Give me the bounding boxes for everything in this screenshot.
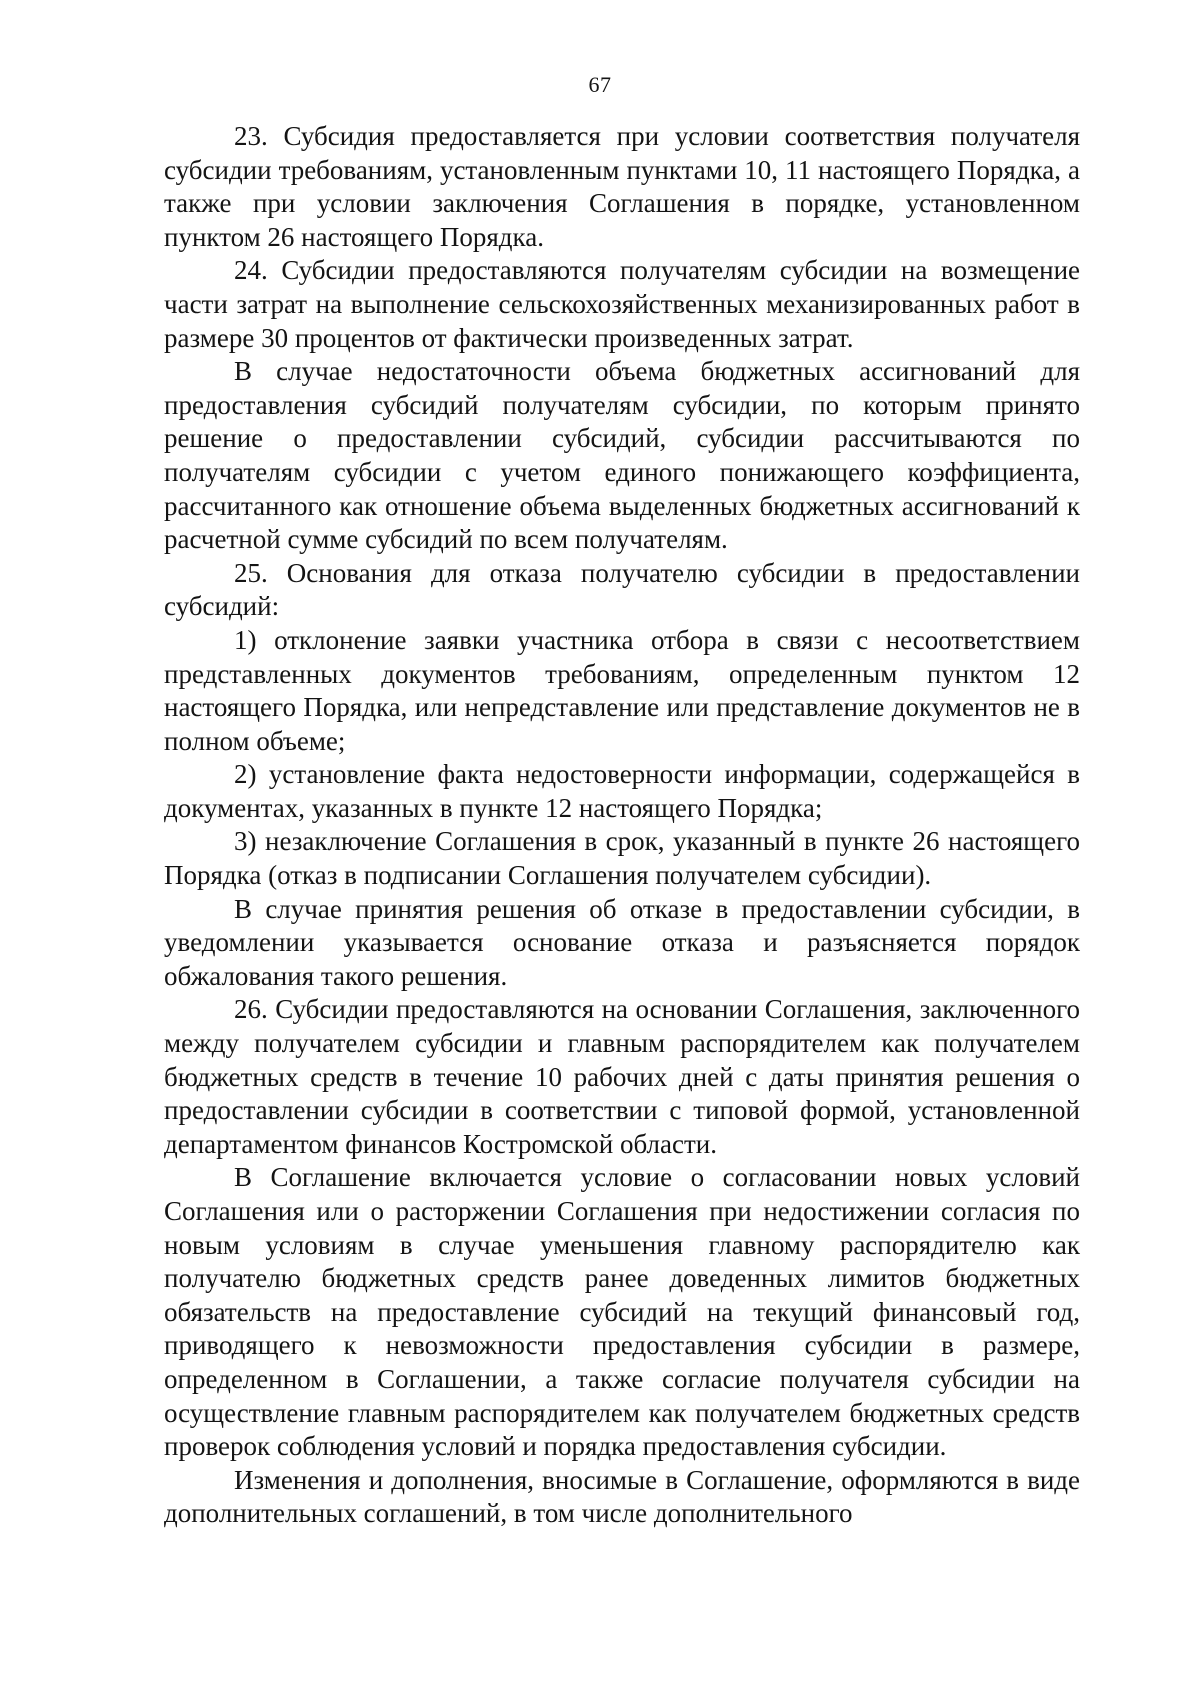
paragraph-item-23: 23. Субсидия предоставляется при условии соответствия получателя субсидии требованиям, установленным пунктами 10, 11 настоящего Порядка, а также при условии заключения Соглашения в порядке, установленном пунктом 26 настоящего Порядка. [164,121,1080,252]
paragraph-agreement-conditions: В Соглашение включается условие о согласовании новых условий Соглашения или о расторжении Соглашения при недостижении согласия по новым условиям в случае уменьшения главному распорядителю как получателю бюджетных средств ранее доведенных лимитов бюджетных обязательств на предоставление субсидий на текущий финансовый год, приводящего к невозможности предоставления субсидии в размере, определенном в Соглашении, а также согласие получателя субсидии на осуществление главным распорядителем как получателем бюджетных средств проверок соблюдения условий и порядка предоставления субсидии. [164,1162,1080,1462]
paragraph-refusal-notice: В случае принятия решения об отказе в предоставлении субсидии, в уведомлении указывается основание отказа и разъясняется порядок обжалования такого решения. [164,893,1080,991]
page-number: 67 [588,72,612,97]
paragraph-insufficient-funds: В случае недостаточности объема бюджетных ассигнований для предоставления субсидий получателям субсидии, по которым принято решение о предоставлении субсидий, субсидии рассчитываются по получателям субсидии с учетом единого понижающего коэффициента, рассчитанного как отношение объема выделенных бюджетных ассигнований к расчетной сумме субсидий по всем получателям. [164,356,1080,555]
list-item-1: 1) отклонение заявки участника отбора в связи с несоответствием представленных документов требованиям, определенным пунктом 12 настоящего Порядка, или непредставление или представление документов не в полном объеме; [164,624,1080,756]
list-item-2: 2) установление факта недостоверности информации, содержащейся в документах, указанных в пункте 12 настоящего Порядка; [164,759,1080,823]
document-body [164,120,1080,1531]
list-item-3: 3) незаключение Соглашения в срок, указанный в пункте 26 настоящего Порядка (отказ в подписании Соглашения получателем субсидии). [164,826,1080,891]
paragraph-item-24: 24. Субсидии предоставляются получателям субсидии на возмещение части затрат на выполнение сельскохозяйственных механизированных работ в размере 30 процентов от фактически произведенных затрат. [164,255,1080,353]
paragraph-item-25: 25. Основания для отказа получателю субсидии в предоставлении субсидий: [164,557,1080,622]
paragraph-amendments: Изменения и дополнения, вносимые в Соглашение, оформляются в виде дополнительных соглашений, в том числе дополнительного [164,1464,1080,1529]
paragraph-item-26: 26. Субсидии предоставляются на основании Соглашения, заключенного между получателем субсидии и главным распорядителем как получателем бюджетных средств в течение 10 рабочих дней с даты принятия решения о предоставлении субсидии в соответствии с типовой формой, установленной департаментом финансов Костромской области. [164,994,1080,1159]
